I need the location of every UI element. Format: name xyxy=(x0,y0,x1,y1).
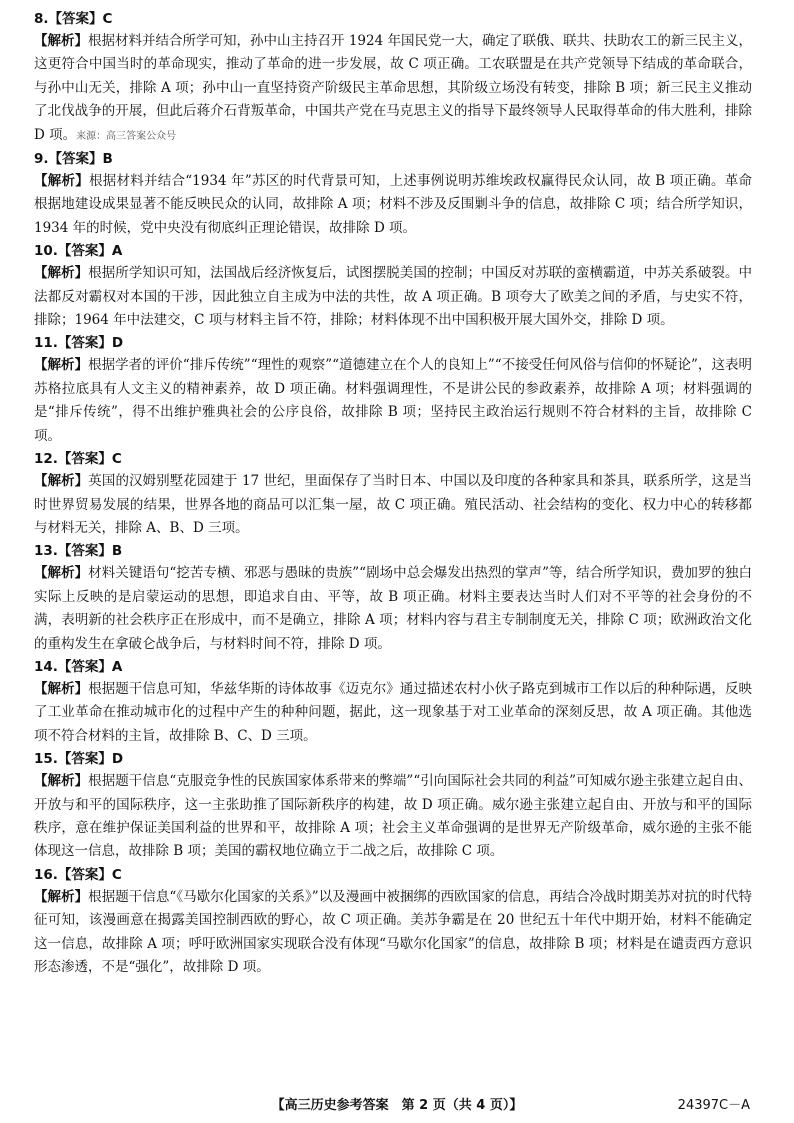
answer-item-11 xyxy=(34,332,752,448)
explanation xyxy=(34,678,752,748)
explanation xyxy=(34,262,752,332)
explanation-text: 英国的汉姆别墅花园建于 17 世纪，里面保存了当时日本、中国以及印度的各种家具和茶具，联系所学，这是当时世界贸易发展的结果，世界各地的商品可以汇集一屋，故 C 项正确。殖民活动、社会结构的变化、权力中心的转移都与材料无关，排除 A、B、D 三项。 xyxy=(34,473,753,536)
answer-line: 15.【答案】D xyxy=(34,751,124,768)
answer-item-10 xyxy=(34,240,752,332)
answer-item-15 xyxy=(34,748,752,864)
answer-line: 9.【答案】B xyxy=(34,151,113,168)
answer-line: 11.【答案】D xyxy=(34,335,124,352)
explanation-tag: 【解析】 xyxy=(34,173,90,190)
explanation-tag: 【解析】 xyxy=(34,773,89,790)
explanation xyxy=(34,470,752,540)
source-note: 来源：高三答案公众号 xyxy=(76,130,177,142)
answer-item-13 xyxy=(34,540,752,656)
explanation-text: 根据材料并结合所学可知，孙中山主持召开 1924 年国民党一大，确定了联俄、联共、扶助农工的新三民主义，这更符合中国当时的革命现实，推动了革命的进一步发展，故 C 项正确。工农联盟是在共产党领导下结成的革命联合，与孙中山无关，排除 A 项；孙中山一直坚持资产阶级民主革命思想，其阶级立场没有转变，排除 B 项；新三民主义推动了北伐战争的开展，但此后蒋介石背叛革命，中国共产党在马克思主义的指导下最终领导人民取得革命的伟大胜利，排除 D 项。 xyxy=(34,33,752,143)
answer-line: 14.【答案】A xyxy=(34,658,123,675)
explanation-text: 根据题干信息可知，华兹华斯的诗体故事《迈克尔》通过描述农村小伙子路克到城市工作以后的种种际遇，反映了工业革命在推动城市化的过程中产生的种种问题，据此，这一现象基于对工业革命的深刻反思，故 A 项正确。其他选项不符合材料的主旨，故排除 B、C、D 三项。 xyxy=(34,680,753,744)
explanation-text: 根据材料并结合“1934 年”苏区的时代背景可知，上述事例说明苏维埃政权赢得民众认同，故 B 项正确。革命根据地建设成果显著不能反映民众的认同，故排除 A 项；材料不涉及反围剿斗争的信息，故排除 C 项；结合所学知识，1934 年的时候，党中央没有彻底纠正理论错误，故排除 D 项。 xyxy=(34,173,753,236)
answer-item-12 xyxy=(34,448,752,540)
explanation-tag: 【解析】 xyxy=(34,357,89,374)
explanation xyxy=(34,30,752,148)
footer-title: 【高三历史参考答案 第 2 页（共 4 页）】 xyxy=(271,1098,523,1113)
answer-line: 16.【答案】C xyxy=(34,866,122,883)
explanation-text: 根据题干信息“克服竞争性的民族国家体系带来的弊端”“引向国际社会共同的利益”可知威尔逊主张建立起自由、开放与和平的国际秩序，这一主张助推了国际新秩序的构建，故 D 项正确。威尔逊主张建立起自由、开放与和平的国际秩序，意在维护保证美国利益的世界和平，故排除 A 项；社会主义革命强调的是世界无产阶级革命，威尔逊的主张不能体现这一信息，故排除 B 项；美国的霸权地位确立于二战之后，故排除 C 项。 xyxy=(34,773,753,860)
answer-item-8 xyxy=(34,8,752,148)
explanation xyxy=(34,562,752,656)
explanation-text: 材料关键语句“挖苦专横、邪恶与愚昧的贵族”“剧场中总会爆发出热烈的掌声”等，结合所学知识，费加罗的独白实际上反映的是启蒙运动的思想，即追求自由、平等，故 B 项正确。材料主要表达当时人们对不平等的社会身份的不满，表明新的社会秩序正在形成中，而不是确立，排除 A 项；材料内容与君主专制制度无关，排除 C 项；欧洲政治文化的重构发生在拿破仑战争后，与材料时间不符，排除 D 项。 xyxy=(34,565,753,652)
answer-line: 10.【答案】A xyxy=(34,243,123,260)
answer-line: 8.【答案】C xyxy=(34,11,113,27)
explanation-tag: 【解析】 xyxy=(34,33,89,49)
explanation xyxy=(34,354,752,448)
answer-line: 12.【答案】C xyxy=(34,451,122,468)
explanation-text: 根据题干信息“《马歇尔化国家的关系》”以及漫画中被捆绑的西欧国家的信息，再结合冷战时期美苏对抗的时代特征可知，该漫画意在揭露美国控制西欧的野心，故 C 项正确。美苏争霸是在 20 世纪五十年代中期开始，材料不能确定这一信息，故排除 A 项；呼吁欧洲国家实现联合没有体现“马歇尔化国家”的信息，故排除 B 项；材料是在谴责西方意识形态渗透，不是“强化”，故排除 D 项。 xyxy=(34,888,752,975)
answer-item-14 xyxy=(34,656,752,748)
explanation-text: 根据学者的评价“排斥传统”“理性的观察”“道德建立在个人的良知上”“不接受任何风俗与信仰的怀疑论”，这表明苏格拉底具有人文主义的精神素养，故 D 项正确。材料强调理性，不是讲公民的参政素养，故排除 A 项；材料强调的是“排斥传统”，得不出维护雅典社会的公序良俗，故排除 B 项；坚持民主政治运行规则不符合材料的主旨，故排除 C 项。 xyxy=(34,357,753,444)
explanation-tag: 【解析】 xyxy=(34,888,89,905)
explanation xyxy=(34,170,752,240)
explanation-tag: 【解析】 xyxy=(34,565,89,582)
answer-line: 13.【答案】B xyxy=(34,543,123,560)
answer-item-9 xyxy=(34,148,752,240)
footer-code: 24397C－A xyxy=(677,1098,750,1113)
explanation-tag: 【解析】 xyxy=(34,473,89,490)
explanation xyxy=(34,886,752,980)
explanation-tag: 【解析】 xyxy=(34,265,89,282)
explanation-text: 根据所学知识可知，法国战后经济恢复后，试图摆脱美国的控制；中国反对苏联的蛮横霸道，中苏关系破裂。中法都反对霸权对本国的干涉，因此独立自主成为中法的共性，故 A 项正确。B 项夸大了欧美之间的矛盾，与史实不符，排除；1964 年中法建交，C 项与材料主旨不符，排除；材料体现不出中国积极开展大国外交，排除 D 项。 xyxy=(34,265,753,329)
answer-item-16 xyxy=(34,864,752,980)
explanation-tag: 【解析】 xyxy=(34,680,89,697)
explanation xyxy=(34,770,752,864)
